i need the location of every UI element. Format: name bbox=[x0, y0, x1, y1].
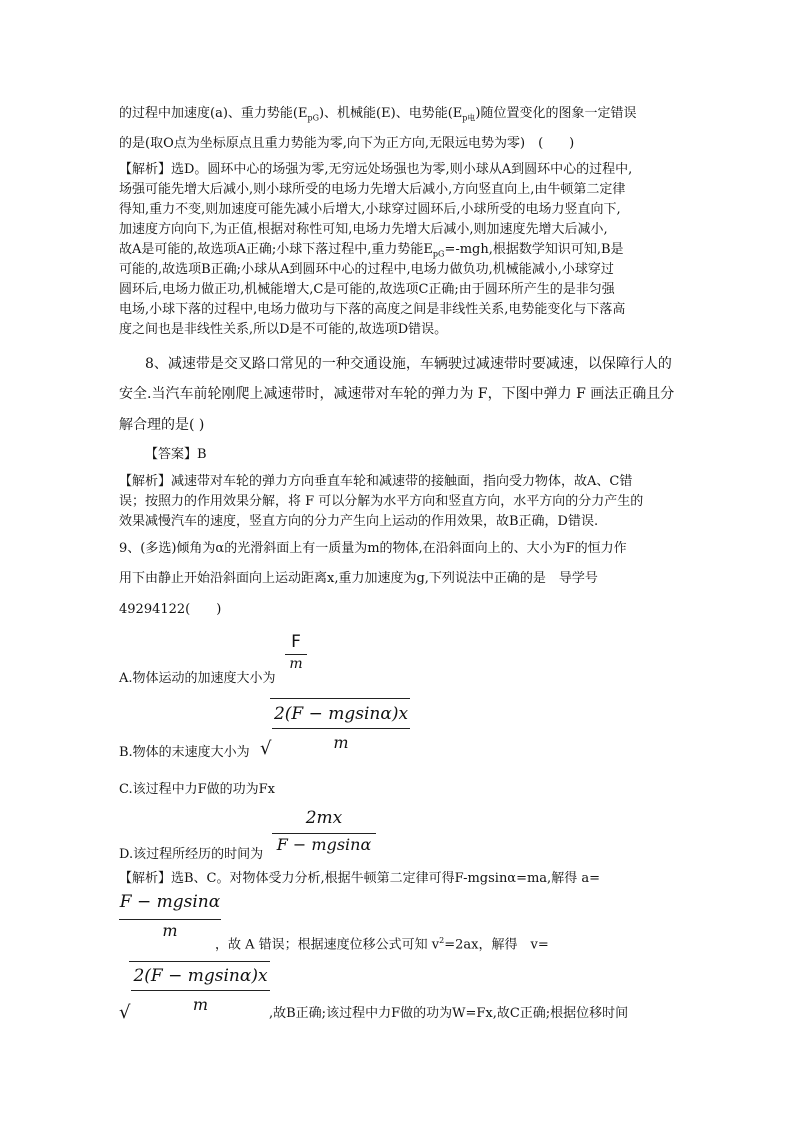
q8-analysis-line: 【解析】减速带对车轮的弹力方向垂直车轮和减速带的接触面，指向受力物体，故A、C错 bbox=[119, 474, 633, 489]
q9-option-a: A.物体运动的加速度大小为 bbox=[119, 671, 276, 686]
q7-stem-line2: 的是(取O点为坐标原点且重力势能为零,向下为正方向,无限远电势为零) ( ) bbox=[119, 136, 575, 151]
q9-stem-line2: 用下由静止开始沿斜面向上运动距离x,重力加速度为g,下列说法中正确的是 导学号 bbox=[119, 571, 598, 586]
q7-analysis-line: 场强可能先增大后减小,则小球所受的电场力先增大后减小,方向竖直向上,由牛顿第二定律 bbox=[119, 182, 626, 197]
option-d-fraction: 2mx F − mgsinα bbox=[272, 808, 376, 854]
q9-option-d: D.该过程所经历的时间为 bbox=[119, 847, 264, 862]
q7-stem-line1: 的过程中加速度(a)、重力势能$(E_{pG})$、机械能(E)、电势能$(E_{p电})$随位置变化的图象一定错误 bbox=[119, 106, 637, 123]
q7-analysis-line: 电场,小球下落的过程中,电场力做功与下落的高度之间是非线性关系,电势能变化与下落高 bbox=[119, 302, 626, 317]
option-a-fraction: F m bbox=[285, 632, 307, 672]
q9-analysis-line2: ，故 A 错误；根据速度位移公式可知 $v^2=2ax$，解得 v= bbox=[215, 936, 549, 953]
q8-analysis-line: 误；按照力的作用效果分解，将 F 可以分解为水平方向和竖直方向，水平方向的分力产生的 bbox=[119, 494, 644, 509]
q9-stem-line3: 49294122( ) bbox=[119, 602, 222, 617]
q7-analysis-line: 圆环后,电场力做正功,机械能增大,C是可能的,故选项C正确;由于圆环所产生的是非匀强 bbox=[119, 282, 615, 297]
q9-option-c: C.该过程中力F做的功为Fx bbox=[119, 782, 275, 797]
q9-analysis-line1: 【解析】选B、C。对物体受力分析,根据牛顿第二定律可得F-mgsinα=ma,解得 a= bbox=[119, 871, 600, 886]
q9-option-b: B.物体的末速度大小为 bbox=[119, 745, 250, 760]
q8-stem-line2: 安全.当汽车前轮刚爬上减速带时，减速带对车轮的弹力为 F，下图中弹力 F 画法正确且分 bbox=[119, 386, 675, 402]
q8-stem-line3: 解合理的是( ) bbox=[119, 417, 205, 433]
q7-analysis-line: 可能的,故选项B正确;小球从A到圆环中心的过程中,电场力做负功,机械能减小,小球穿过 bbox=[119, 262, 614, 277]
q8-analysis-line: 效果减慢汽车的速度，竖直方向的分力产生向上运动的作用效果，故B正确，D错误. bbox=[119, 514, 599, 529]
q7-analysis-line: 【解析】选D。圆环中心的场强为零,无穷远处场强也为零,则小球从A到圆环中心的过程中, bbox=[119, 162, 633, 177]
radical-sign: √ bbox=[260, 738, 272, 759]
q8-stem-line1: 8、减速带是交叉路口常见的一种交通设施，车辆驶过减速带时要减速，以保障行人的 bbox=[145, 356, 672, 372]
radical-sign: √ bbox=[119, 1002, 131, 1023]
q7-analysis-line: 故A是可能的,故选项A正确;小球下落过程中,重力势能$E_{pG}=$-mgh,根据数学知识可知,B是 bbox=[119, 242, 624, 259]
analysis-fraction-a: F − mgsinα m bbox=[119, 892, 221, 940]
q8-answer: 【答案】B bbox=[145, 447, 207, 462]
q7-analysis-line: 度之间也是非线性关系,所以D是不可能的,故选项D错误。 bbox=[119, 322, 448, 337]
option-b-fraction: 2(F − mgsinα)x m bbox=[273, 704, 409, 752]
q9-analysis-line3: ,故B正确;该过程中力F做的功为W=Fx,故C正确;根据位移时间 bbox=[269, 1006, 629, 1021]
q7-analysis-line: 加速度方向向下,为正值,根据对称性可知,电场力先增大后减小,则加速度先增大后减小, bbox=[119, 222, 608, 237]
q7-analysis-line: 得知,重力不变,则加速度可能先减小后增大,小球穿过圆环后,小球所受的电场力竖直向下, bbox=[119, 202, 621, 217]
analysis-fraction-v: 2(F − mgsinα)x m bbox=[131, 966, 270, 1014]
q9-stem-line1: 9、(多选)倾角为α的光滑斜面上有一质量为m的物体,在沿斜面向上的、大小为F的恒力作 bbox=[119, 541, 627, 556]
